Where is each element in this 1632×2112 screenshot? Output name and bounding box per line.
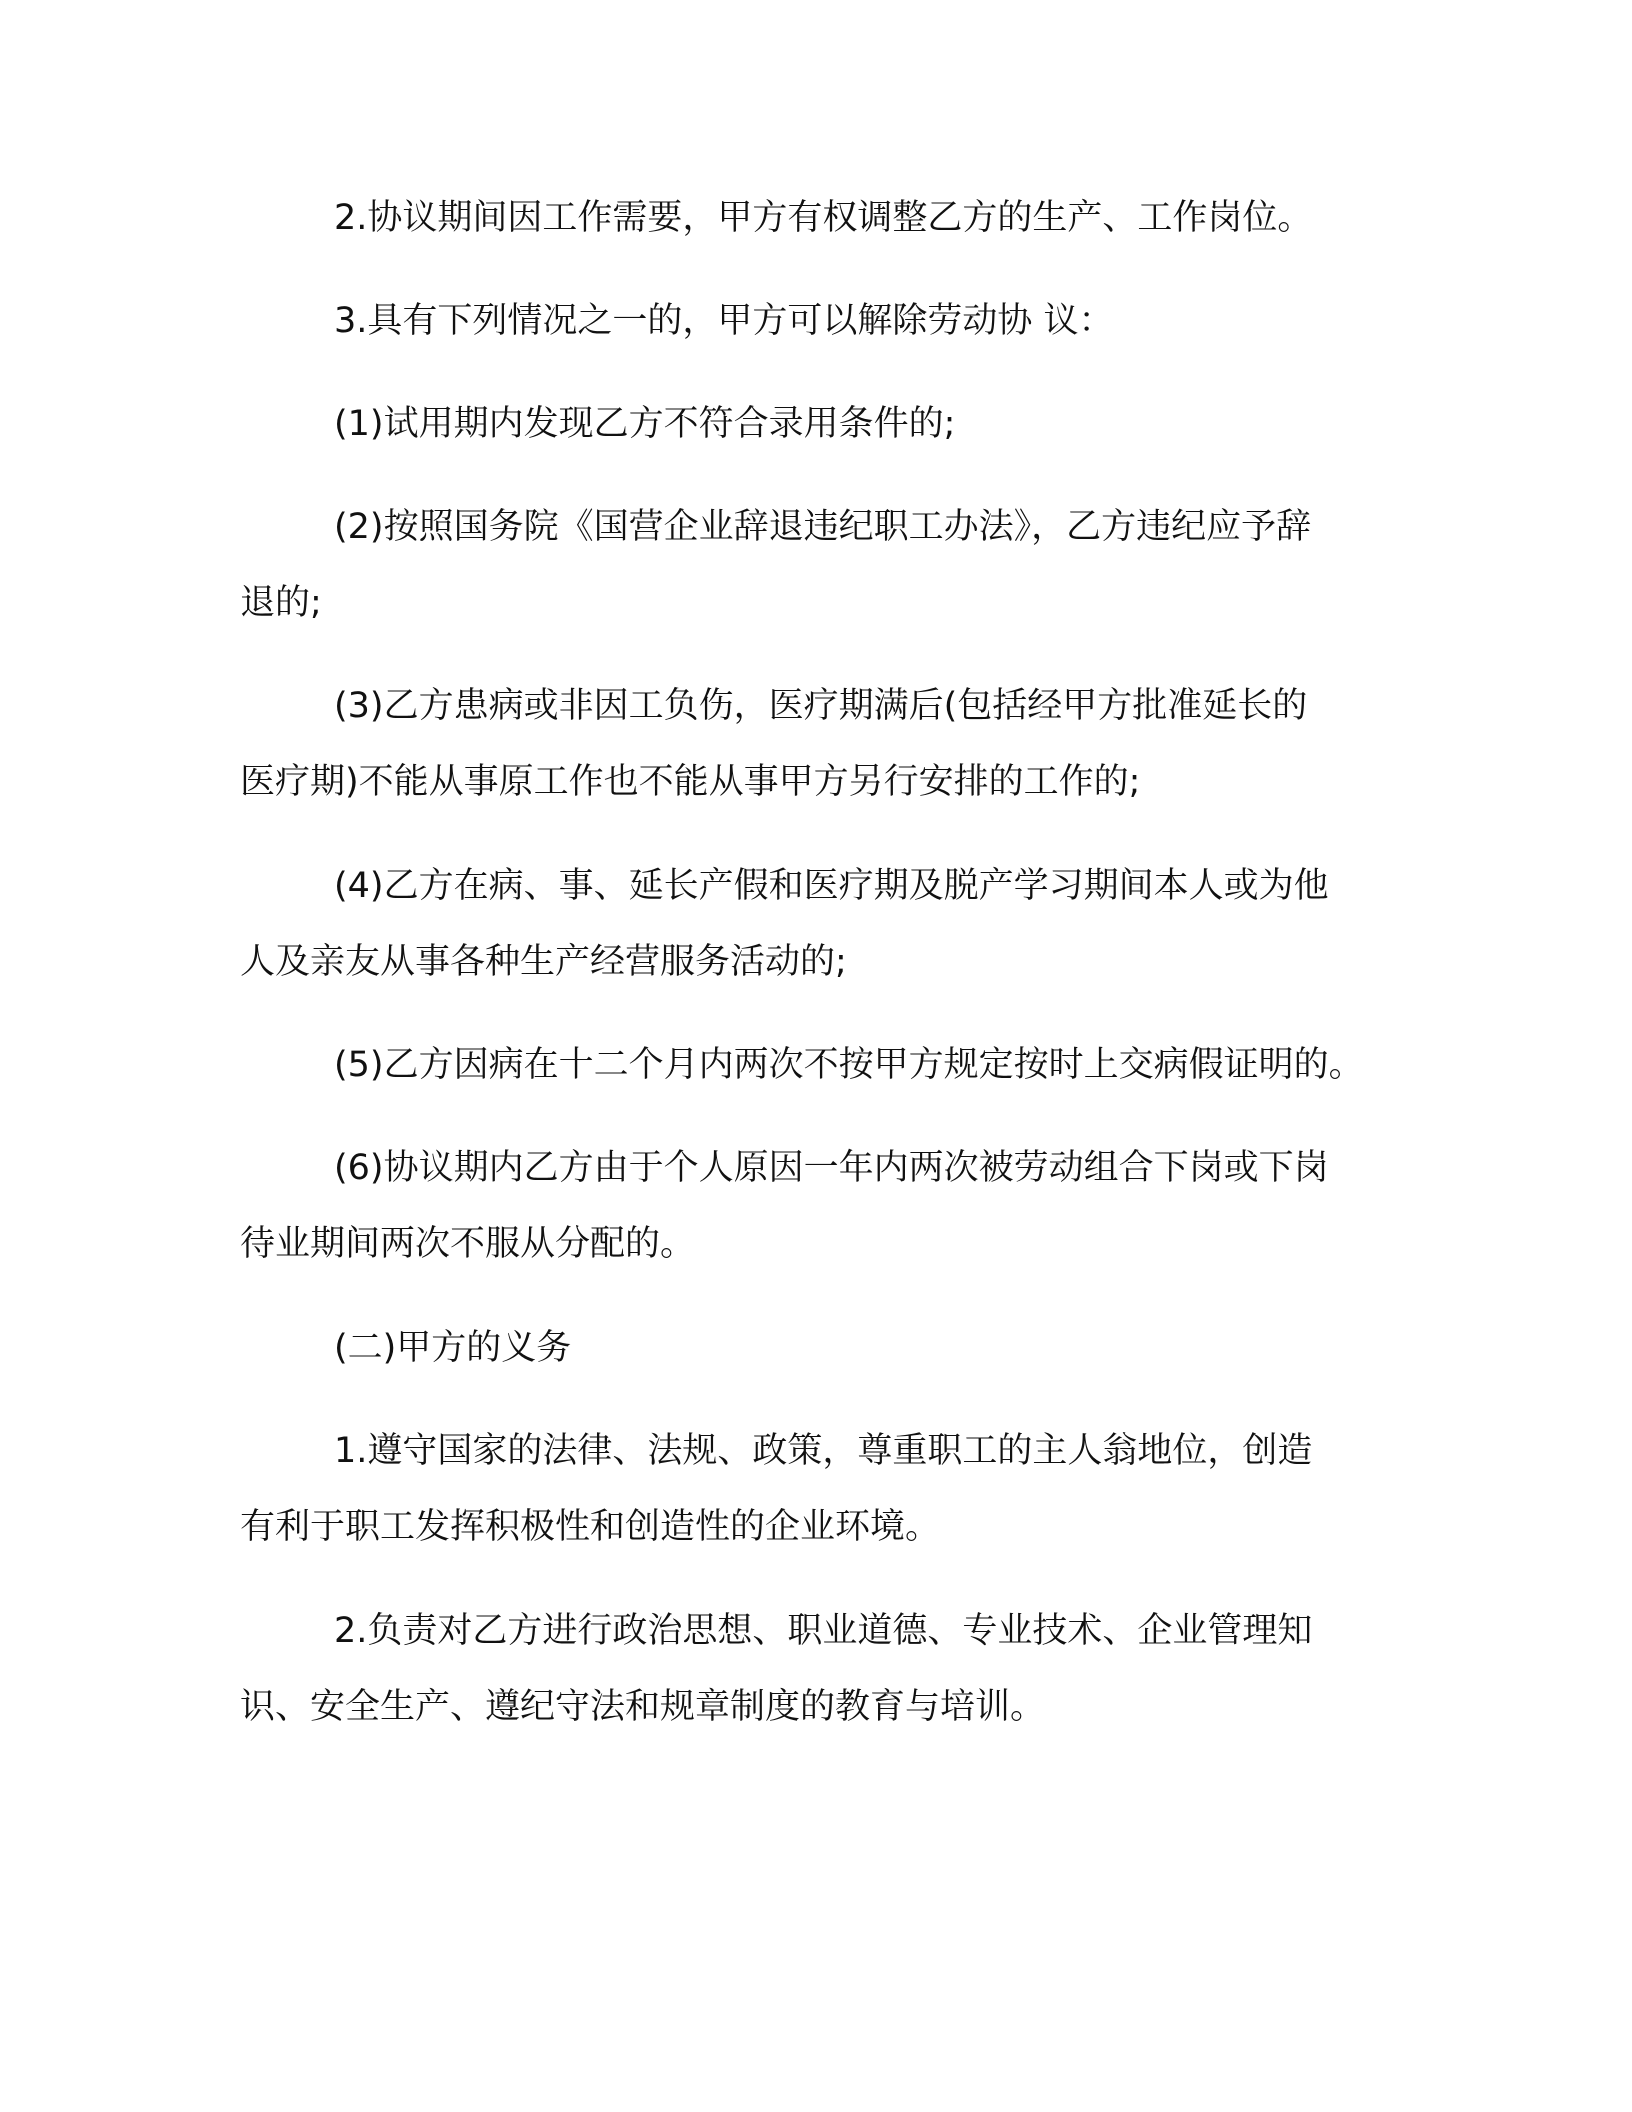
paragraph-line: (6)协议期内乙方由于个人原因一年内两次被劳动组合下岗或下岗 [334,1148,1329,1188]
paragraph-line: 人及亲友从事各种生产经营服务活动的; [240,942,847,982]
paragraph-line: 2.负责对乙方进行政治思想、职业道德、专业技术、企业管理知 [334,1611,1313,1651]
paragraph-item-4 [240,848,1420,1000]
paragraph-line: 2.协议期间因工作需要，甲方有权调整乙方的生产、工作岗位。 [334,198,1313,238]
section-heading-party-a-obligations [240,1310,1420,1386]
paragraph-line: 有利于职工发挥积极性和创造性的企业环境。 [240,1507,941,1547]
paragraph-line: 退的; [240,583,322,623]
paragraph-item-6 [240,1130,1420,1282]
paragraph-item-5 [240,1027,1420,1103]
paragraph-obligation-1 [240,1413,1420,1565]
paragraph-line: 3.具有下列情况之一的，甲方可以解除劳动协 议： [334,301,1114,341]
paragraph-item-2 [240,489,1420,641]
paragraph-line: 医疗期)不能从事原工作也不能从事甲方另行安排的工作的; [240,762,1141,802]
paragraph-line: (3)乙方患病或非因工负伤，医疗期满后(包括经甲方批准延长的 [334,686,1308,726]
paragraph-line: 识、安全生产、遵纪守法和规章制度的教育与培训。 [240,1687,1046,1727]
paragraph-termination-conditions [240,283,1420,359]
paragraph-line: (4)乙方在病、事、延长产假和医疗期及脱产学习期间本人或为他 [334,866,1329,906]
paragraph-line: 待业期间两次不服从分配的。 [240,1224,696,1264]
paragraph-line: (1)试用期内发现乙方不符合录用条件的; [334,404,956,444]
paragraph-line: (5)乙方因病在十二个月内两次不按甲方规定按时上交病假证明的。 [334,1045,1364,1085]
paragraph-line: (二)甲方的义务 [334,1328,572,1368]
paragraph-line: 1.遵守国家的法律、法规、政策，尊重职工的主人翁地位，创造 [334,1431,1313,1471]
paragraph-adjust-position [240,180,1420,256]
paragraph-obligation-2 [240,1593,1420,1745]
paragraph-item-1 [240,386,1420,462]
paragraph-line: (2)按照国务院《国营企业辞退违纪职工办法》，乙方违纪应予辞 [334,507,1312,547]
paragraph-item-3 [240,668,1420,820]
